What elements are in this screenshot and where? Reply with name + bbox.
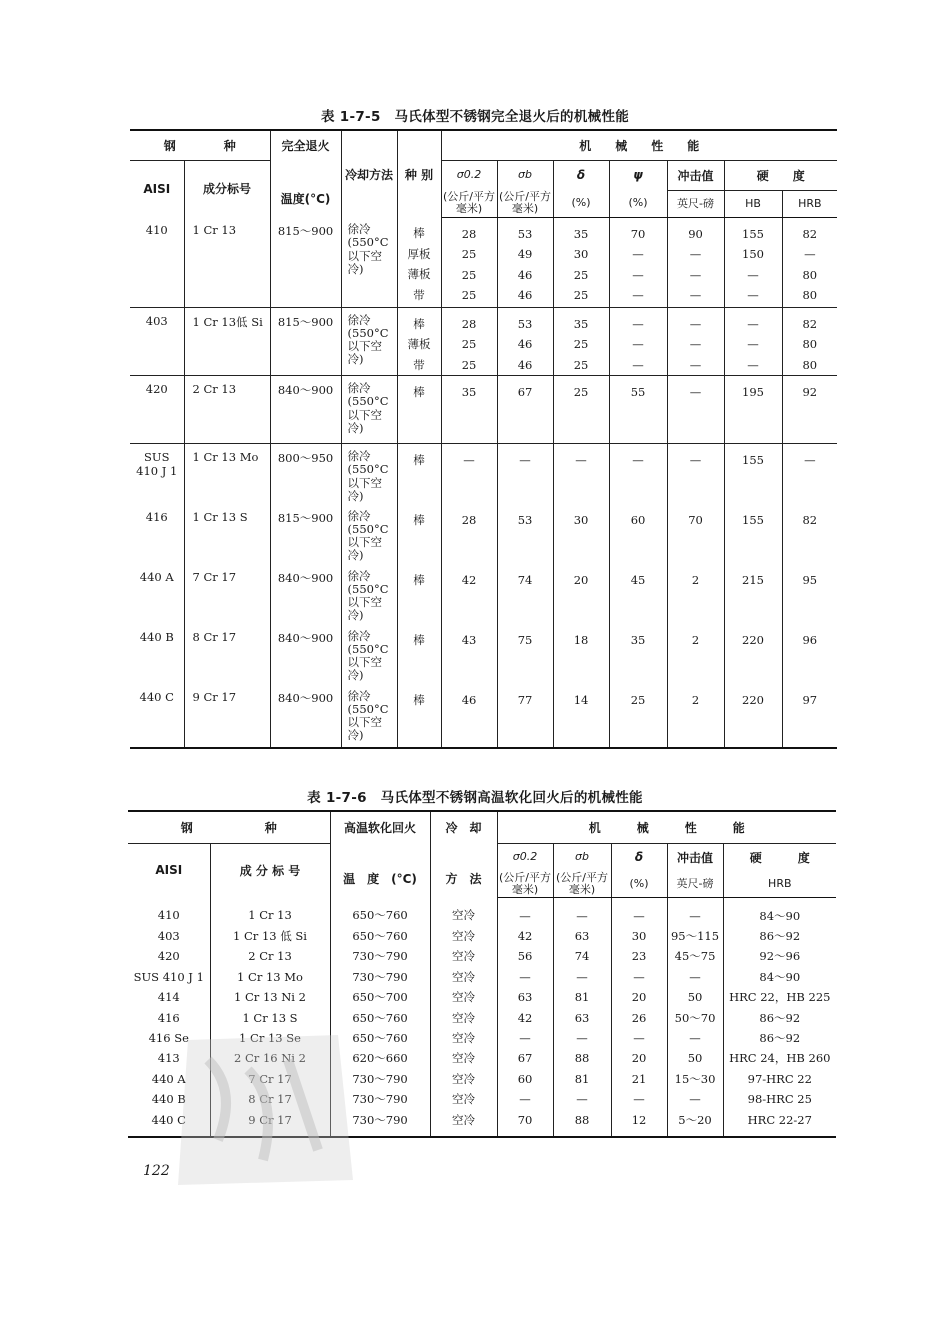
t2-cell-temper-temp: 650～700 — [330, 987, 430, 1007]
table-row — [128, 967, 836, 987]
t2-cell-impact: 45～75 — [667, 946, 723, 966]
t2-cell-impact: 50～70 — [667, 1007, 723, 1027]
t2-cell-temper-temp: 730～790 — [330, 1069, 430, 1089]
cell-aisi: 410 — [130, 217, 184, 307]
cell-impact: 2 — [667, 564, 724, 624]
cell-sigma02: 42 — [441, 564, 497, 624]
cell-hrb: 82 — [802, 512, 818, 527]
t2-cell-hrb: 84～90 — [759, 908, 801, 923]
table-row — [130, 504, 837, 564]
cell-delta: 25 — [553, 376, 609, 444]
t2-cell-alloy: 9 Cr 17 — [210, 1109, 330, 1136]
t2-cell-alloy: 8 Cr 17 — [210, 1089, 330, 1109]
sigma02-symbol: σ0.2 — [456, 168, 482, 182]
t2-cell-alloy: 1 Cr 13 Mo — [210, 967, 330, 987]
cell-aisi: 420 — [130, 376, 184, 444]
cell-hrb: 82 80 80 — [782, 307, 837, 376]
table-row — [130, 564, 837, 624]
cell-kind: 棒 — [397, 624, 441, 684]
t2-cell-delta: — — [611, 1089, 667, 1109]
cell-psi: — — [609, 444, 667, 504]
cell-alloy: 1 Cr 13 — [184, 217, 270, 307]
t2-cell-hrb: 86～92 — [759, 1031, 801, 1046]
cell-delta: 20 — [553, 564, 609, 624]
t2-cell-temper-temp: 650～760 — [330, 926, 430, 946]
cell-sigma02: 28 25 25 — [441, 307, 497, 376]
t2-cell-hrb: 98-HRC 25 — [747, 1092, 812, 1107]
cell-psi: 45 — [609, 564, 667, 624]
t2-header-cool-method: 方 法 — [430, 843, 497, 897]
t2-cell-sigmab: 74 — [553, 946, 611, 966]
header-hb: HB — [724, 190, 782, 217]
header-steel: 钢 种 — [130, 130, 270, 160]
t2-cell-delta: — — [611, 897, 667, 926]
t2-cell-hrb: 92～96 — [759, 949, 801, 964]
cell-impact: — — [667, 376, 724, 444]
t2-cell-aisi: 420 — [128, 946, 210, 966]
t2-cell-aisi: SUS 410 J 1 — [128, 967, 210, 987]
cell-hrb: 92 — [782, 376, 837, 444]
t2-cell-hrb: HRC 22-27 — [747, 1112, 812, 1127]
table-row — [128, 926, 836, 946]
t2-header-mechanical: 机 械 性 能 — [497, 811, 836, 843]
cell-anneal-temp: 815～900 — [270, 217, 341, 307]
t2-header-hardness: 硬 度 — [749, 850, 810, 865]
t2-cell-impact: — — [667, 897, 723, 926]
table-row — [130, 376, 837, 444]
t2-cell-sigma02: — — [497, 1089, 553, 1109]
sigmab-symbol: σb — [518, 168, 532, 182]
cell-impact: — — [667, 444, 724, 504]
sigmab-unit: (公斤/平方毫米) — [499, 190, 552, 216]
t2-delta-unit: (%) — [611, 871, 667, 897]
cell-kind: 棒 — [397, 376, 441, 444]
cell-kind: 棒 厚板 薄板 带 — [397, 217, 441, 307]
cell-aisi: 416 — [130, 504, 184, 564]
t2-cell-cooling: 空冷 — [430, 1109, 497, 1136]
cell-hrb: 82 — 80 80 — [782, 217, 837, 307]
t2-impact-unit: 英尺-磅 — [667, 871, 723, 897]
cell-cooling: 徐冷 (550°C 以下空 冷) — [341, 217, 397, 307]
t2-cell-aisi: 440 A — [128, 1069, 210, 1089]
t2-cell-impact: — — [667, 1028, 723, 1048]
t2-header-hrb: HRB — [723, 871, 836, 897]
t2-cell-sigma02: 60 — [497, 1069, 553, 1089]
t2-cell-cooling: 空冷 — [430, 926, 497, 946]
cell-psi: — — — — [609, 307, 667, 376]
cell-hb: — — — — [724, 307, 782, 376]
t2-cell-impact: 5～20 — [667, 1109, 723, 1136]
cell-delta: 30 — [553, 504, 609, 564]
header-aisi: AISI — [130, 160, 184, 217]
t2-cell-sigmab: 63 — [553, 1007, 611, 1027]
header-kind: 种 别 — [397, 130, 441, 217]
t2-sigma02-unit: (公斤/平方毫米) — [499, 870, 552, 896]
t2-header-delta: δ — [611, 843, 667, 871]
cell-aisi: 440 C — [130, 684, 184, 748]
t2-cell-sigmab: 88 — [553, 1109, 611, 1136]
header-cooling: 冷却方法 — [341, 130, 397, 217]
t2-header-cool-top: 冷 却 — [430, 811, 497, 843]
cell-delta: 18 — [553, 624, 609, 684]
t2-cell-cooling: 空冷 — [430, 967, 497, 987]
table-1-7-6-title: 表 1-7-6 马氏体型不锈钢高温软化回火后的机械性能 — [307, 790, 643, 806]
t2-cell-hrb: HRC 24，HB 260 — [729, 1051, 831, 1066]
cell-hb: 195 — [724, 376, 782, 444]
t2-cell-aisi: 416 — [128, 1007, 210, 1027]
cell-sigma02: 46 — [441, 684, 497, 748]
t2-cell-cooling: 空冷 — [430, 1048, 497, 1068]
cell-delta: 35 30 25 25 — [553, 217, 609, 307]
cell-cooling: 徐冷 (550°C 以下空 冷) — [341, 444, 397, 504]
t2-cell-cooling: 空冷 — [430, 1069, 497, 1089]
t2-cell-sigma02: — — [497, 1028, 553, 1048]
t2-cell-alloy: 7 Cr 17 — [210, 1069, 330, 1089]
t2-header-steel: 钢 种 — [128, 811, 330, 843]
cell-sigmab: 53 — [497, 504, 553, 564]
t2-cell-impact: 50 — [667, 1048, 723, 1068]
cell-alloy: 1 Cr 13 Mo — [184, 444, 270, 504]
cell-sigmab: 75 — [497, 624, 553, 684]
page-number: 122 — [143, 1163, 170, 1179]
cell-impact: — — — — [667, 307, 724, 376]
cell-anneal-temp: 840～900 — [270, 564, 341, 624]
t2-header-temper-top: 高温软化回火 — [330, 811, 430, 843]
t2-cell-sigmab: 88 — [553, 1048, 611, 1068]
table-row — [130, 444, 837, 504]
t2-cell-temper-temp: 650～760 — [330, 1007, 430, 1027]
table-row — [128, 946, 836, 966]
cell-alloy: 7 Cr 17 — [184, 564, 270, 624]
cell-hb: 215 — [724, 564, 782, 624]
cell-hrb: 96 — [802, 632, 818, 647]
t2-cell-aisi: 414 — [128, 987, 210, 1007]
table-row — [128, 1007, 836, 1027]
t2-sigma02-symbol: σ0.2 — [497, 843, 553, 871]
t2-cell-aisi: 440 C — [128, 1109, 210, 1136]
cell-psi: 60 — [609, 504, 667, 564]
table-1-7-5-title: 表 1-7-5 马氏体型不锈钢完全退火后的机械性能 — [320, 109, 630, 125]
cell-impact: 2 — [667, 684, 724, 748]
header-sigma02 — [441, 160, 497, 190]
t2-sigmab-unit: (公斤/平方毫米) — [553, 871, 611, 897]
table-row — [130, 217, 837, 307]
t2-cell-sigmab: — — [553, 1028, 611, 1048]
cell-kind: 棒 — [397, 684, 441, 748]
cell-sigmab: 53 49 46 46 — [497, 217, 553, 307]
t2-cell-alloy: 2 Cr 13 — [210, 946, 330, 966]
t2-cell-cooling: 空冷 — [430, 1028, 497, 1048]
psi-unit: (%) — [609, 190, 667, 217]
cell-hb: 155 150 — — — [724, 217, 782, 307]
t2-cell-aisi: 440 B — [128, 1089, 210, 1109]
cell-sigma02: 28 — [441, 504, 497, 564]
t2-cell-sigmab: 63 — [553, 926, 611, 946]
cell-delta: 14 — [553, 684, 609, 748]
cell-sigmab: 74 — [497, 564, 553, 624]
t2-cell-sigmab: 81 — [553, 1069, 611, 1089]
cell-aisi: 403 — [130, 307, 184, 376]
cell-anneal-temp: 840～900 — [270, 376, 341, 444]
header-sigmab — [497, 160, 553, 190]
t2-header-aisi: AISI — [128, 843, 210, 897]
header-psi: ψ — [609, 160, 667, 190]
t2-cell-delta: 12 — [611, 1109, 667, 1136]
t2-cell-delta: 30 — [611, 926, 667, 946]
t2-cell-temper-temp: 650～760 — [330, 897, 430, 926]
t2-cell-delta: 20 — [611, 987, 667, 1007]
library-seal-watermark — [168, 1030, 358, 1190]
t2-cell-sigma02: 42 — [497, 926, 553, 946]
cell-kind: 棒 — [397, 564, 441, 624]
t2-cell-temper-temp: 730～790 — [330, 967, 430, 987]
cell-anneal-temp: 800～950 — [270, 444, 341, 504]
cell-hb: 220 — [724, 624, 782, 684]
t2-cell-temper-temp: 650～760 — [330, 1028, 430, 1048]
t2-cell-delta: — — [611, 967, 667, 987]
cell-aisi: SUS 410 J 1 — [130, 444, 184, 504]
cell-aisi: 440 A — [130, 564, 184, 624]
cell-hb: 155 — [724, 504, 782, 564]
t2-cell-alloy: 1 Cr 13 — [210, 897, 330, 926]
t2-cell-sigmab: — — [553, 897, 611, 926]
cell-sigma02: 28 25 25 25 — [441, 217, 497, 307]
cell-anneal-temp: 815～900 — [270, 307, 341, 376]
table-row — [130, 307, 837, 376]
t2-cell-delta: 20 — [611, 1048, 667, 1068]
header-anneal-temp: 温度(°C) — [270, 160, 341, 217]
cell-kind: 棒 — [397, 504, 441, 564]
delta-unit: (%) — [553, 190, 609, 217]
t2-cell-hrb: HRC 22，HB 225 — [729, 990, 831, 1005]
t2-cell-impact: — — [667, 1089, 723, 1109]
t2-cell-sigma02: 56 — [497, 946, 553, 966]
t2-cell-cooling: 空冷 — [430, 897, 497, 926]
t2-cell-sigma02: — — [497, 967, 553, 987]
header-hardness: 硬 度 — [724, 160, 837, 190]
header-delta: δ — [553, 160, 609, 190]
cell-impact: 70 — [667, 504, 724, 564]
t2-cell-temper-temp: 730～790 — [330, 1089, 430, 1109]
cell-psi: 70 — — — — [609, 217, 667, 307]
cell-cooling: 徐冷 (550°C 以下空 冷) — [341, 684, 397, 748]
t2-cell-sigma02: — — [497, 897, 553, 926]
t2-cell-sigmab: — — [553, 1089, 611, 1109]
cell-alloy: 1 Cr 13 S — [184, 504, 270, 564]
t2-cell-alloy: 1 Cr 13 低 Si — [210, 926, 330, 946]
t2-cell-delta: 21 — [611, 1069, 667, 1089]
t2-cell-cooling: 空冷 — [430, 1089, 497, 1109]
cell-anneal-temp: 815～900 — [270, 504, 341, 564]
t2-cell-sigmab: — — [553, 967, 611, 987]
t2-header-impact: 冲击值 — [667, 843, 723, 871]
t2-cell-aisi: 416 Se — [128, 1028, 210, 1048]
cell-hrb: 95 — [802, 572, 818, 587]
t2-cell-sigma02: 42 — [497, 1007, 553, 1027]
t2-cell-alloy: 1 Cr 13 Se — [210, 1028, 330, 1048]
t2-cell-impact: 95～115 — [667, 926, 723, 946]
t2-cell-aisi: 413 — [128, 1048, 210, 1068]
cell-delta: 35 25 25 — [553, 307, 609, 376]
t2-cell-delta: — — [611, 1028, 667, 1048]
cell-impact: 2 — [667, 624, 724, 684]
t2-cell-hrb: 84～90 — [759, 969, 801, 984]
cell-aisi: 440 B — [130, 624, 184, 684]
cell-sigma02: 43 — [441, 624, 497, 684]
cell-alloy: 8 Cr 17 — [184, 624, 270, 684]
t2-cell-temper-temp: 730～790 — [330, 946, 430, 966]
cell-anneal-temp: 840～900 — [270, 684, 341, 748]
t2-cell-sigma02: 63 — [497, 987, 553, 1007]
cell-kind: 棒 — [397, 444, 441, 504]
cell-cooling: 徐冷 (550°C 以下空 冷) — [341, 624, 397, 684]
table-1-7-5-body — [130, 217, 837, 748]
cell-sigmab: — — [497, 444, 553, 504]
cell-sigma02: — — [441, 444, 497, 504]
cell-hrb: — — [804, 453, 816, 467]
sigma02-unit: (公斤/平方毫米) — [443, 190, 496, 216]
t2-header-alloy: 成 分 标 号 — [210, 843, 330, 897]
t2-cell-hrb: 86～92 — [759, 929, 801, 944]
t2-cell-impact: — — [667, 967, 723, 987]
t2-cell-delta: 23 — [611, 946, 667, 966]
t2-cell-cooling: 空冷 — [430, 1007, 497, 1027]
cell-delta: — — [553, 444, 609, 504]
t2-cell-cooling: 空冷 — [430, 987, 497, 1007]
cell-hb: 220 — [724, 684, 782, 748]
cell-alloy: 2 Cr 13 — [184, 376, 270, 444]
cell-cooling: 徐冷 (550°C 以下空 冷) — [341, 564, 397, 624]
t2-cell-cooling: 空冷 — [430, 946, 497, 966]
t2-cell-alloy: 1 Cr 13 Ni 2 — [210, 987, 330, 1007]
t2-cell-aisi: 410 — [128, 897, 210, 926]
cell-sigmab: 67 — [497, 376, 553, 444]
table-row — [130, 684, 837, 748]
cell-kind: 棒 薄板 带 — [397, 307, 441, 376]
cell-alloy: 9 Cr 17 — [184, 684, 270, 748]
cell-anneal-temp: 840～900 — [270, 624, 341, 684]
cell-impact: 90 — — — — [667, 217, 724, 307]
t2-cell-hrb: 97-HRC 22 — [747, 1071, 812, 1086]
table-row — [128, 897, 836, 926]
t2-cell-hrb: 86～92 — [759, 1010, 801, 1025]
cell-hb: 155 — [724, 444, 782, 504]
cell-cooling: 徐冷 (550°C 以下空 冷) — [341, 307, 397, 376]
table-row — [130, 624, 837, 684]
t2-cell-sigmab: 81 — [553, 987, 611, 1007]
t2-cell-temper-temp: 730～790 — [330, 1109, 430, 1136]
impact-unit: 英尺-磅 — [667, 190, 724, 217]
cell-sigma02: 35 — [441, 376, 497, 444]
header-alloy: 成分标号 — [184, 160, 270, 217]
cell-cooling: 徐冷 (550°C 以下空 冷) — [341, 504, 397, 564]
header-mechanical: 机 械 性 能 — [441, 130, 837, 160]
t2-cell-impact: 50 — [667, 987, 723, 1007]
t2-cell-sigma02: 67 — [497, 1048, 553, 1068]
t2-cell-temper-temp: 620～660 — [330, 1048, 430, 1068]
cell-hrb: 97 — [782, 684, 837, 748]
table-1-7-5 — [130, 129, 837, 749]
t2-cell-aisi: 403 — [128, 926, 210, 946]
cell-sigmab: 53 46 46 — [497, 307, 553, 376]
cell-psi: 35 — [609, 624, 667, 684]
cell-alloy: 1 Cr 13低 Si — [184, 307, 270, 376]
t2-cell-alloy: 2 Cr 16 Ni 2 — [210, 1048, 330, 1068]
cell-cooling: 徐冷 (550°C 以下空 冷) — [341, 376, 397, 444]
t2-cell-impact: 15～30 — [667, 1069, 723, 1089]
t2-cell-sigma02: 70 — [497, 1109, 553, 1136]
cell-psi: 25 — [609, 684, 667, 748]
header-anneal-top: 完全退火 — [270, 130, 341, 160]
t2-cell-alloy: 1 Cr 13 S — [210, 1007, 330, 1027]
t2-header-temper-temp: 温 度 (°C) — [330, 843, 430, 897]
cell-psi: 55 — [609, 376, 667, 444]
t2-sigmab-symbol: σb — [553, 843, 611, 871]
cell-sigmab: 77 — [497, 684, 553, 748]
header-hrb: HRB — [782, 190, 837, 217]
table-row — [128, 987, 836, 1007]
header-impact: 冲击值 — [667, 160, 724, 190]
t2-cell-delta: 26 — [611, 1007, 667, 1027]
